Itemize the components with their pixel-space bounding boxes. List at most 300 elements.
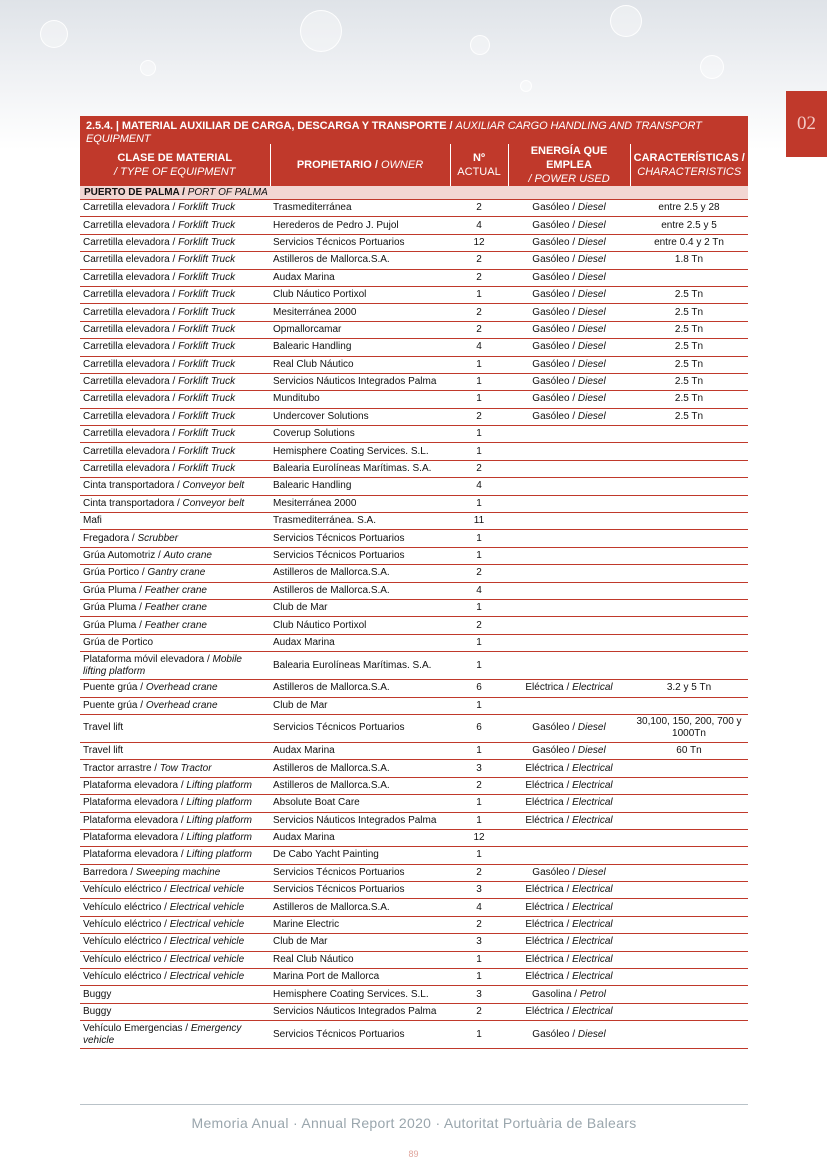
cell-number: 1 bbox=[450, 697, 508, 714]
cell-material: Vehículo eléctrico / Electrical vehicle bbox=[80, 969, 270, 986]
table-row bbox=[80, 934, 748, 951]
cell-material: Puente grúa / Overhead crane bbox=[80, 680, 270, 697]
cell-characteristics bbox=[630, 1003, 748, 1020]
section-title: 2.5.4. | MATERIAL AUXILIAR DE CARGA, DESCARGA Y TRANSPORTE / AUXILIAR CARGO HANDLING AND TRANSPORT EQUIPMENT bbox=[80, 116, 748, 144]
cell-owner: Servicios Técnicos Portuarios bbox=[270, 1021, 450, 1049]
cell-characteristics bbox=[630, 599, 748, 616]
cell-owner: Audax Marina bbox=[270, 829, 450, 846]
cell-characteristics bbox=[630, 565, 748, 582]
cell-characteristics bbox=[630, 829, 748, 846]
table-row bbox=[80, 530, 748, 547]
cell-material: Barredora / Sweeping machine bbox=[80, 864, 270, 881]
cell-owner: Opmallorcamar bbox=[270, 321, 450, 338]
cell-characteristics bbox=[630, 269, 748, 286]
cell-material: Grúa Portico / Gantry crane bbox=[80, 565, 270, 582]
cell-number: 1 bbox=[450, 495, 508, 512]
cell-material: Buggy bbox=[80, 1003, 270, 1020]
cell-owner: Balearia Eurolíneas Marítimas. S.A. bbox=[270, 460, 450, 477]
cell-material: Tractor arrastre / Tow Tractor bbox=[80, 760, 270, 777]
cell-material: Plataforma elevadora / Lifting platform bbox=[80, 829, 270, 846]
cell-characteristics: entre 0.4 y 2 Tn bbox=[630, 234, 748, 251]
cell-owner: Real Club Náutico bbox=[270, 356, 450, 373]
cell-power: Gasóleo / Diesel bbox=[508, 408, 630, 425]
table-row bbox=[80, 599, 748, 616]
cell-owner: Club Náutico Portixol bbox=[270, 617, 450, 634]
cell-power: Eléctrica / Electrical bbox=[508, 812, 630, 829]
cell-owner: Astilleros de Mallorca.S.A. bbox=[270, 760, 450, 777]
cell-number: 4 bbox=[450, 217, 508, 234]
cell-owner: Trasmediterránea. S.A. bbox=[270, 513, 450, 530]
cell-characteristics: 60 Tn bbox=[630, 742, 748, 759]
cell-material: Carretilla elevadora / Forklift Truck bbox=[80, 373, 270, 390]
table-row bbox=[80, 339, 748, 356]
table-row bbox=[80, 495, 748, 512]
table-body bbox=[80, 186, 748, 1049]
cell-characteristics bbox=[630, 478, 748, 495]
cell-power: Gasóleo / Diesel bbox=[508, 286, 630, 303]
cell-number: 2 bbox=[450, 321, 508, 338]
cell-number: 1 bbox=[450, 652, 508, 680]
cell-material: Carretilla elevadora / Forklift Truck bbox=[80, 217, 270, 234]
equipment-section bbox=[80, 116, 748, 1049]
cell-characteristics bbox=[630, 986, 748, 1003]
column-header-number: Nº ACTUAL bbox=[450, 144, 508, 186]
cell-characteristics bbox=[630, 460, 748, 477]
cell-number: 2 bbox=[450, 777, 508, 794]
cell-owner: Servicios Técnicos Portuarios bbox=[270, 547, 450, 564]
cell-owner: Astilleros de Mallorca.S.A. bbox=[270, 899, 450, 916]
cell-characteristics: 3.2 y 5 Tn bbox=[630, 680, 748, 697]
cell-number: 3 bbox=[450, 760, 508, 777]
table-row bbox=[80, 847, 748, 864]
cell-power bbox=[508, 617, 630, 634]
cell-characteristics bbox=[630, 1021, 748, 1049]
table-row bbox=[80, 478, 748, 495]
cell-material: Plataforma elevadora / Lifting platform bbox=[80, 812, 270, 829]
cell-power: Gasóleo / Diesel bbox=[508, 339, 630, 356]
cell-characteristics bbox=[630, 760, 748, 777]
table-row bbox=[80, 1003, 748, 1020]
cell-power: Gasóleo / Diesel bbox=[508, 269, 630, 286]
decorative-bubble bbox=[140, 60, 156, 76]
cell-material: Plataforma elevadora / Lifting platform bbox=[80, 795, 270, 812]
table-row bbox=[80, 829, 748, 846]
cell-characteristics bbox=[630, 547, 748, 564]
table-row bbox=[80, 234, 748, 251]
cell-power: Eléctrica / Electrical bbox=[508, 951, 630, 968]
cell-material: Vehículo eléctrico / Electrical vehicle bbox=[80, 916, 270, 933]
cell-owner: Marina Port de Mallorca bbox=[270, 969, 450, 986]
table-row bbox=[80, 680, 748, 697]
cell-number: 1 bbox=[450, 286, 508, 303]
column-header-characteristics: CARACTERÍSTICAS / CHARACTERISTICS bbox=[630, 144, 748, 186]
cell-owner: Mesiterránea 2000 bbox=[270, 304, 450, 321]
cell-owner: Trasmediterránea bbox=[270, 200, 450, 217]
page-number: 89 bbox=[408, 1149, 419, 1159]
table-row bbox=[80, 1021, 748, 1049]
equipment-table bbox=[80, 144, 748, 1049]
cell-owner: Servicios Técnicos Portuarios bbox=[270, 864, 450, 881]
cell-power: Eléctrica / Electrical bbox=[508, 916, 630, 933]
cell-number: 2 bbox=[450, 565, 508, 582]
cell-material: Plataforma móvil elevadora / Mobile lifting platform bbox=[80, 652, 270, 680]
cell-number: 4 bbox=[450, 339, 508, 356]
cell-characteristics bbox=[630, 426, 748, 443]
cell-characteristics: 2.5 Tn bbox=[630, 391, 748, 408]
table-row bbox=[80, 882, 748, 899]
table-row bbox=[80, 899, 748, 916]
column-header-power: ENERGÍA QUE EMPLEA / POWER USED bbox=[508, 144, 630, 186]
cell-number: 3 bbox=[450, 986, 508, 1003]
table-row bbox=[80, 408, 748, 425]
cell-material: Carretilla elevadora / Forklift Truck bbox=[80, 252, 270, 269]
cell-characteristics bbox=[630, 864, 748, 881]
cell-number: 1 bbox=[450, 426, 508, 443]
cell-power bbox=[508, 565, 630, 582]
table-row bbox=[80, 652, 748, 680]
cell-number: 6 bbox=[450, 714, 508, 742]
cell-number: 4 bbox=[450, 478, 508, 495]
cell-power: Gasóleo / Diesel bbox=[508, 217, 630, 234]
table-row bbox=[80, 443, 748, 460]
cell-material: Grúa Pluma / Feather crane bbox=[80, 617, 270, 634]
cell-material: Carretilla elevadora / Forklift Truck bbox=[80, 426, 270, 443]
table-row bbox=[80, 697, 748, 714]
table-row bbox=[80, 356, 748, 373]
cell-owner: Servicios Náuticos Integrados Palma bbox=[270, 812, 450, 829]
cell-owner: Balearic Handling bbox=[270, 478, 450, 495]
cell-material: Carretilla elevadora / Forklift Truck bbox=[80, 339, 270, 356]
cell-owner: Servicios Técnicos Portuarios bbox=[270, 234, 450, 251]
cell-power bbox=[508, 634, 630, 651]
table-row bbox=[80, 777, 748, 794]
table-row bbox=[80, 547, 748, 564]
cell-owner: Astilleros de Mallorca.S.A. bbox=[270, 582, 450, 599]
table-row bbox=[80, 269, 748, 286]
cell-characteristics: entre 2.5 y 28 bbox=[630, 200, 748, 217]
cell-owner: De Cabo Yacht Painting bbox=[270, 847, 450, 864]
table-row bbox=[80, 321, 748, 338]
table-row bbox=[80, 634, 748, 651]
table-row bbox=[80, 286, 748, 303]
cell-characteristics bbox=[630, 951, 748, 968]
cell-number: 1 bbox=[450, 547, 508, 564]
cell-characteristics bbox=[630, 899, 748, 916]
cell-number: 12 bbox=[450, 234, 508, 251]
cell-number: 1 bbox=[450, 530, 508, 547]
cell-number: 2 bbox=[450, 1003, 508, 1020]
cell-material: Carretilla elevadora / Forklift Truck bbox=[80, 304, 270, 321]
cell-power: Eléctrica / Electrical bbox=[508, 969, 630, 986]
section-number: 2.5.4. bbox=[86, 120, 113, 132]
cell-material: Fregadora / Scrubber bbox=[80, 530, 270, 547]
cell-number: 4 bbox=[450, 899, 508, 916]
cell-characteristics: 2.5 Tn bbox=[630, 339, 748, 356]
cell-material: Carretilla elevadora / Forklift Truck bbox=[80, 200, 270, 217]
cell-owner: Undercover Solutions bbox=[270, 408, 450, 425]
cell-characteristics bbox=[630, 934, 748, 951]
table-header-row bbox=[80, 144, 748, 186]
cell-material: Grúa de Portico bbox=[80, 634, 270, 651]
table-row bbox=[80, 742, 748, 759]
footer-title: Memoria Anual · Annual Report 2020 · Autoritat Portuària de Balears bbox=[191, 1115, 637, 1131]
cell-number: 1 bbox=[450, 599, 508, 616]
cell-number: 1 bbox=[450, 812, 508, 829]
cell-number: 1 bbox=[450, 742, 508, 759]
cell-owner: Audax Marina bbox=[270, 269, 450, 286]
table-row bbox=[80, 252, 748, 269]
cell-power: Eléctrica / Electrical bbox=[508, 777, 630, 794]
cell-owner: Servicios Náuticos Integrados Palma bbox=[270, 373, 450, 390]
cell-characteristics: 2.5 Tn bbox=[630, 304, 748, 321]
table-row bbox=[80, 460, 748, 477]
cell-owner: Astilleros de Mallorca.S.A. bbox=[270, 680, 450, 697]
cell-owner: Mesiterránea 2000 bbox=[270, 495, 450, 512]
cell-material: Vehículo eléctrico / Electrical vehicle bbox=[80, 951, 270, 968]
table-row bbox=[80, 582, 748, 599]
cell-power: Gasóleo / Diesel bbox=[508, 356, 630, 373]
cell-material: Carretilla elevadora / Forklift Truck bbox=[80, 391, 270, 408]
cell-power: Gasóleo / Diesel bbox=[508, 1021, 630, 1049]
cell-owner: Astilleros de Mallorca.S.A. bbox=[270, 565, 450, 582]
cell-owner: Club de Mar bbox=[270, 697, 450, 714]
decorative-bubble bbox=[700, 55, 724, 79]
cell-power bbox=[508, 652, 630, 680]
cell-owner: Servicios Técnicos Portuarios bbox=[270, 530, 450, 547]
cell-power: Gasóleo / Diesel bbox=[508, 373, 630, 390]
cell-number: 3 bbox=[450, 882, 508, 899]
table-row bbox=[80, 864, 748, 881]
cell-material: Carretilla elevadora / Forklift Truck bbox=[80, 286, 270, 303]
cell-power: Eléctrica / Electrical bbox=[508, 1003, 630, 1020]
cell-characteristics: 2.5 Tn bbox=[630, 321, 748, 338]
cell-power: Gasóleo / Diesel bbox=[508, 252, 630, 269]
table-row bbox=[80, 969, 748, 986]
cell-power: Gasóleo / Diesel bbox=[508, 714, 630, 742]
cell-power bbox=[508, 443, 630, 460]
cell-power bbox=[508, 697, 630, 714]
cell-number: 1 bbox=[450, 1021, 508, 1049]
cell-material: Carretilla elevadora / Forklift Truck bbox=[80, 443, 270, 460]
decorative-bubble bbox=[610, 5, 642, 37]
cell-number: 2 bbox=[450, 864, 508, 881]
cell-material: Grúa Automotriz / Auto crane bbox=[80, 547, 270, 564]
group-row-port-of-palma: PUERTO DE PALMA / PORT OF PALMA bbox=[80, 186, 748, 200]
cell-characteristics bbox=[630, 916, 748, 933]
cell-number: 1 bbox=[450, 969, 508, 986]
cell-owner: Servicios Náuticos Integrados Palma bbox=[270, 1003, 450, 1020]
cell-material: Carretilla elevadora / Forklift Truck bbox=[80, 408, 270, 425]
cell-owner: Club de Mar bbox=[270, 934, 450, 951]
cell-characteristics bbox=[630, 530, 748, 547]
cell-material: Vehículo eléctrico / Electrical vehicle bbox=[80, 899, 270, 916]
table-row bbox=[80, 426, 748, 443]
cell-owner: Munditubo bbox=[270, 391, 450, 408]
column-header-owner: PROPIETARIO / OWNER bbox=[270, 144, 450, 186]
cell-power: Gasóleo / Diesel bbox=[508, 864, 630, 881]
cell-power: Gasóleo / Diesel bbox=[508, 304, 630, 321]
cell-number: 2 bbox=[450, 252, 508, 269]
cell-owner: Hemisphere Coating Services. S.L. bbox=[270, 443, 450, 460]
cell-material: Vehículo Emergencias / Emergency vehicle bbox=[80, 1021, 270, 1049]
table-row bbox=[80, 617, 748, 634]
cell-number: 12 bbox=[450, 829, 508, 846]
cell-power: Eléctrica / Electrical bbox=[508, 899, 630, 916]
cell-number: 2 bbox=[450, 617, 508, 634]
cell-number: 1 bbox=[450, 373, 508, 390]
decorative-bubble bbox=[520, 80, 532, 92]
table-row bbox=[80, 217, 748, 234]
cell-characteristics: 1.8 Tn bbox=[630, 252, 748, 269]
cell-characteristics: 2.5 Tn bbox=[630, 286, 748, 303]
cell-material: Carretilla elevadora / Forklift Truck bbox=[80, 460, 270, 477]
cell-owner: Club Náutico Portixol bbox=[270, 286, 450, 303]
cell-power: Eléctrica / Electrical bbox=[508, 680, 630, 697]
cell-number: 1 bbox=[450, 391, 508, 408]
cell-material: Travel lift bbox=[80, 742, 270, 759]
cell-power bbox=[508, 495, 630, 512]
table-row bbox=[80, 951, 748, 968]
cell-power: Eléctrica / Electrical bbox=[508, 760, 630, 777]
cell-characteristics: 2.5 Tn bbox=[630, 408, 748, 425]
footer-divider bbox=[80, 1104, 748, 1105]
section-title-es: MATERIAL AUXILIAR DE CARGA, DESCARGA Y TRANSPORTE bbox=[121, 120, 447, 132]
cell-material: Grúa Pluma / Feather crane bbox=[80, 599, 270, 616]
cell-number: 11 bbox=[450, 513, 508, 530]
cell-number: 2 bbox=[450, 408, 508, 425]
chapter-tab: 02 bbox=[786, 91, 827, 157]
cell-power: Gasóleo / Diesel bbox=[508, 742, 630, 759]
cell-material: Carretilla elevadora / Forklift Truck bbox=[80, 356, 270, 373]
cell-material: Plataforma elevadora / Lifting platform bbox=[80, 847, 270, 864]
cell-number: 1 bbox=[450, 356, 508, 373]
cell-material: Buggy bbox=[80, 986, 270, 1003]
table-row bbox=[80, 714, 748, 742]
cell-power: Eléctrica / Electrical bbox=[508, 934, 630, 951]
table-row bbox=[80, 513, 748, 530]
cell-number: 1 bbox=[450, 634, 508, 651]
cell-material: Carretilla elevadora / Forklift Truck bbox=[80, 269, 270, 286]
table-row bbox=[80, 373, 748, 390]
cell-owner: Hemisphere Coating Services. S.L. bbox=[270, 986, 450, 1003]
cell-owner: Herederos de Pedro J. Pujol bbox=[270, 217, 450, 234]
cell-power bbox=[508, 547, 630, 564]
cell-number: 3 bbox=[450, 934, 508, 951]
cell-characteristics bbox=[630, 697, 748, 714]
cell-number: 2 bbox=[450, 269, 508, 286]
cell-power bbox=[508, 530, 630, 547]
cell-power bbox=[508, 582, 630, 599]
cell-power: Gasóleo / Diesel bbox=[508, 200, 630, 217]
cell-power bbox=[508, 460, 630, 477]
cell-owner: Audax Marina bbox=[270, 634, 450, 651]
column-header-material: CLASE DE MATERIAL / TYPE OF EQUIPMENT bbox=[80, 144, 270, 186]
table-row bbox=[80, 304, 748, 321]
table-row bbox=[80, 812, 748, 829]
cell-material: Travel lift bbox=[80, 714, 270, 742]
cell-characteristics bbox=[630, 513, 748, 530]
cell-material: Plataforma elevadora / Lifting platform bbox=[80, 777, 270, 794]
cell-material: Mafi bbox=[80, 513, 270, 530]
cell-number: 1 bbox=[450, 847, 508, 864]
cell-owner: Real Club Náutico bbox=[270, 951, 450, 968]
cell-characteristics bbox=[630, 652, 748, 680]
cell-power: Gasóleo / Diesel bbox=[508, 391, 630, 408]
decorative-bubble bbox=[470, 35, 490, 55]
cell-number: 6 bbox=[450, 680, 508, 697]
cell-characteristics: 2.5 Tn bbox=[630, 356, 748, 373]
cell-characteristics bbox=[630, 882, 748, 899]
cell-owner: Balearia Eurolíneas Marítimas. S.A. bbox=[270, 652, 450, 680]
cell-power bbox=[508, 847, 630, 864]
cell-material: Carretilla elevadora / Forklift Truck bbox=[80, 234, 270, 251]
cell-material: Puente grúa / Overhead crane bbox=[80, 697, 270, 714]
cell-characteristics bbox=[630, 812, 748, 829]
cell-material: Cinta transportadora / Conveyor belt bbox=[80, 495, 270, 512]
cell-characteristics: 2.5 Tn bbox=[630, 373, 748, 390]
cell-characteristics bbox=[630, 617, 748, 634]
cell-characteristics: 30,100, 150, 200, 700 y 1000Tn bbox=[630, 714, 748, 742]
cell-characteristics bbox=[630, 777, 748, 794]
cell-characteristics bbox=[630, 969, 748, 986]
cell-number: 1 bbox=[450, 951, 508, 968]
cell-number: 2 bbox=[450, 200, 508, 217]
cell-characteristics bbox=[630, 634, 748, 651]
cell-number: 2 bbox=[450, 916, 508, 933]
cell-number: 1 bbox=[450, 795, 508, 812]
cell-characteristics bbox=[630, 582, 748, 599]
cell-power: Gasolina / Petrol bbox=[508, 986, 630, 1003]
cell-owner: Astilleros de Mallorca.S.A. bbox=[270, 777, 450, 794]
cell-characteristics bbox=[630, 495, 748, 512]
cell-power: Eléctrica / Electrical bbox=[508, 882, 630, 899]
cell-owner: Astilleros de Mallorca.S.A. bbox=[270, 252, 450, 269]
cell-owner: Audax Marina bbox=[270, 742, 450, 759]
cell-characteristics bbox=[630, 795, 748, 812]
cell-material: Vehículo eléctrico / Electrical vehicle bbox=[80, 882, 270, 899]
table-row bbox=[80, 986, 748, 1003]
cell-material: Carretilla elevadora / Forklift Truck bbox=[80, 321, 270, 338]
table-row bbox=[80, 200, 748, 217]
cell-power bbox=[508, 478, 630, 495]
decorative-bubble bbox=[40, 20, 68, 48]
cell-characteristics: entre 2.5 y 5 bbox=[630, 217, 748, 234]
cell-power bbox=[508, 426, 630, 443]
cell-number: 2 bbox=[450, 304, 508, 321]
cell-power bbox=[508, 513, 630, 530]
table-row bbox=[80, 795, 748, 812]
decorative-bubble bbox=[300, 10, 342, 52]
cell-number: 4 bbox=[450, 582, 508, 599]
cell-owner: Balearic Handling bbox=[270, 339, 450, 356]
cell-power: Gasóleo / Diesel bbox=[508, 321, 630, 338]
cell-number: 2 bbox=[450, 460, 508, 477]
cell-power: Eléctrica / Electrical bbox=[508, 795, 630, 812]
cell-owner: Servicios Técnicos Portuarios bbox=[270, 714, 450, 742]
cell-owner: Club de Mar bbox=[270, 599, 450, 616]
table-row bbox=[80, 916, 748, 933]
table-row bbox=[80, 760, 748, 777]
cell-owner: Absolute Boat Care bbox=[270, 795, 450, 812]
table-row bbox=[80, 565, 748, 582]
cell-characteristics bbox=[630, 847, 748, 864]
cell-material: Vehículo eléctrico / Electrical vehicle bbox=[80, 934, 270, 951]
cell-power bbox=[508, 829, 630, 846]
cell-material: Grúa Pluma / Feather crane bbox=[80, 582, 270, 599]
cell-owner: Servicios Técnicos Portuarios bbox=[270, 882, 450, 899]
cell-owner: Coverup Solutions bbox=[270, 426, 450, 443]
cell-number: 1 bbox=[450, 443, 508, 460]
